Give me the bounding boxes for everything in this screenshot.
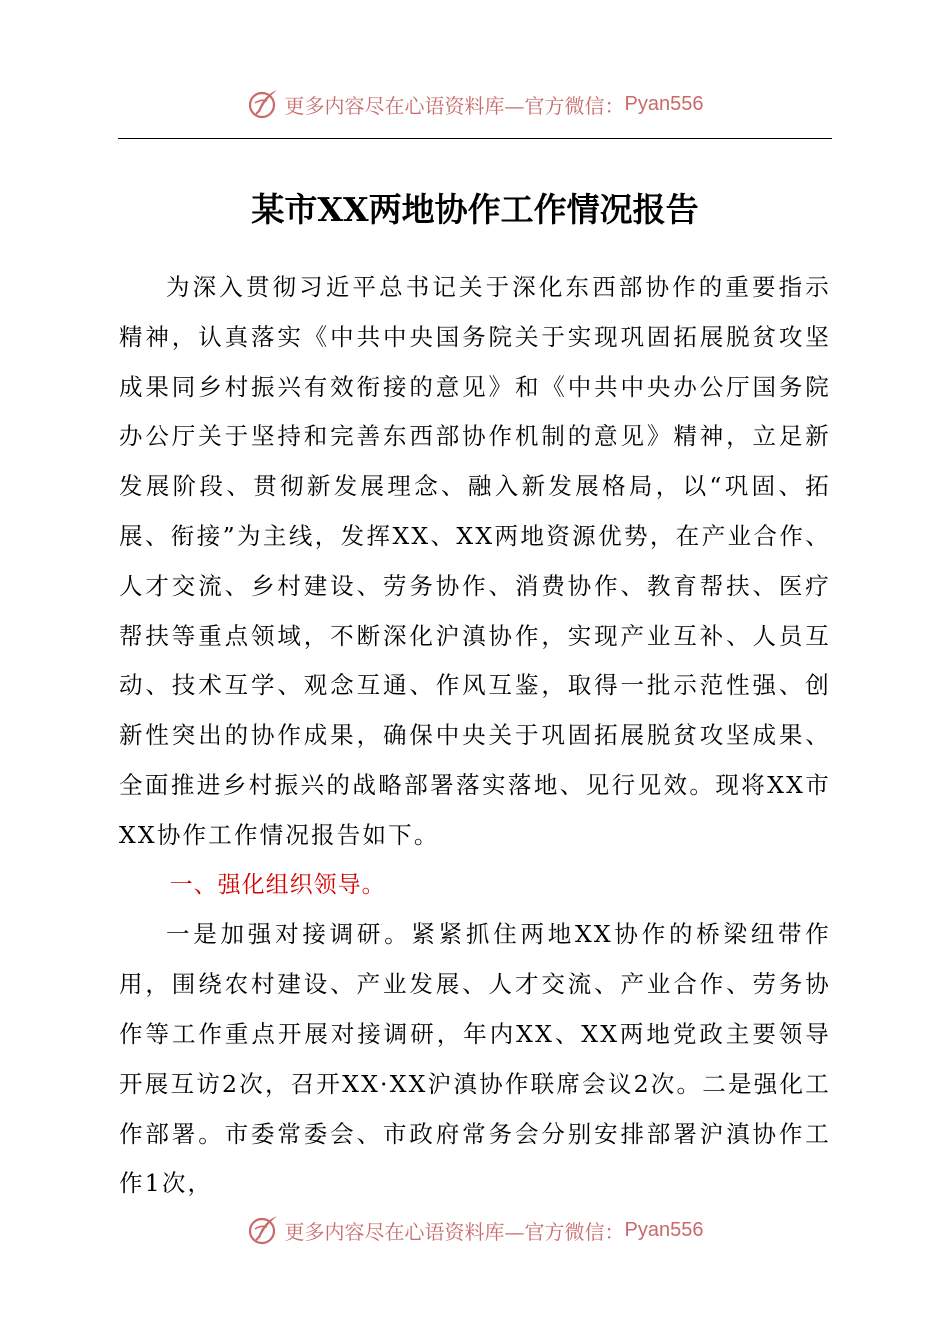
document-body xyxy=(119,263,831,1209)
watermark-text: 更多内容尽在心语资料库—官方微信： xyxy=(284,93,625,118)
quill-pen-logo-icon xyxy=(247,1213,281,1247)
header-divider xyxy=(118,138,832,139)
watermark-handle: Pyan556 xyxy=(624,1218,704,1241)
document-title: 某市XX两地协作工作情况报告 xyxy=(251,190,699,229)
watermark-banner-top xyxy=(0,84,950,124)
quill-pen-logo-icon xyxy=(247,87,281,121)
watermark-banner-bottom xyxy=(0,1210,950,1250)
watermark-handle: Pyan556 xyxy=(624,92,704,115)
section-heading-1: 一、强化组织领导。 xyxy=(169,871,386,898)
section-1-paragraph: 一是加强对接调研。紧紧抓住两地XX协作的桥梁纽带作用，围绕农村建设、产业发展、人才交流、产业合作、劳务协作等工作重点开展对接调研，年内XX、XX两地党政主要领导开展互访2次，召开XX·XX沪滇协作联席会议2次。二是强化工作部署。市委常委会、市政府常务会分别安排部署沪滇协作工作1次， xyxy=(119,920,831,1198)
watermark-text: 更多内容尽在心语资料库—官方微信： xyxy=(284,1219,625,1244)
intro-paragraph: 为深入贯彻习近平总书记关于深化东西部协作的重要指示精神，认真落实《中共中央国务院关于实现巩固拓展脱贫攻坚成果同乡村振兴有效衔接的意见》和《中共中央办公厅国务院办公厅关于坚持和完善东西部协作机制的意见》精神，立足新发展阶段、贯彻新发展理念、融入新发展格局，以“巩固、拓展、衔接”为主线，发挥XX、XX两地资源优势，在产业合作、人才交流、乡村建设、劳务协作、消费协作、教育帮扶、医疗帮扶等重点领域，不断深化沪滇协作，实现产业互补、人员互动、技术互学、观念互通、作风互鉴，取得一批示范性强、创新性突出的协作成果，确保中央关于巩固拓展脱贫攻坚成果、全面推进乡村振兴的战略部署落实落地、见行见效。现将XX市XX协作工作情况报告如下。 xyxy=(119,273,831,849)
